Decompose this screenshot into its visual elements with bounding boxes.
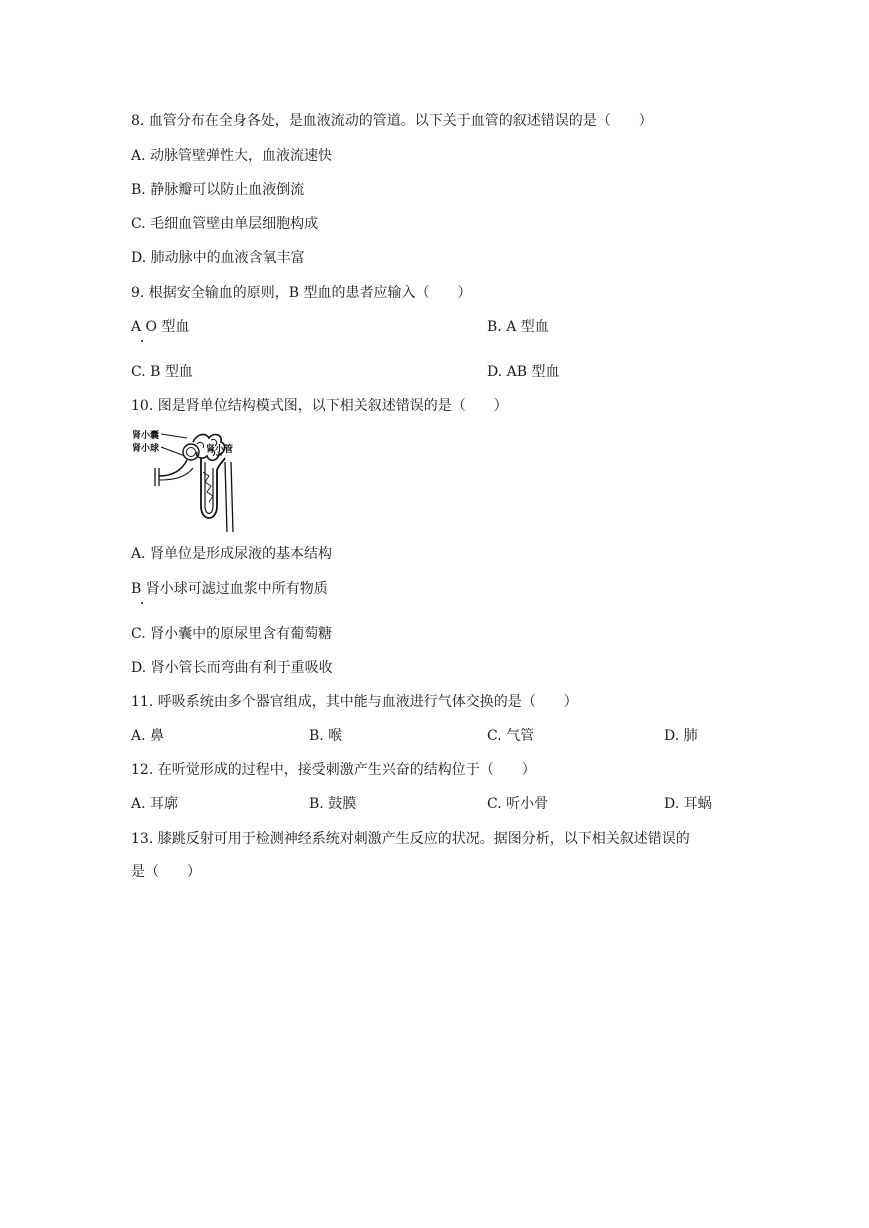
q9-option-c: C. B 型血 — [131, 364, 193, 380]
capsule-leader-line — [161, 434, 187, 438]
q8-stem: 8. 血管分布在全身各处，是血液流动的管道。以下关于血管的叙述错误的是（ ） — [131, 113, 653, 129]
glomerulus-leader-line — [161, 447, 185, 456]
q11-option-a: A. 鼻 — [131, 728, 165, 744]
q12-stem: 12. 在听觉形成的过程中，接受刺激产生兴奋的结构位于（ ） — [131, 762, 536, 778]
q11-option-d: D. 肺 — [664, 728, 698, 744]
q9-option-a: A O 型血 — [131, 319, 190, 335]
fig-label-glomerulus: 肾小球 — [132, 444, 160, 454]
q9-option-b: B. A 型血 — [487, 319, 549, 335]
q9-option-d: D. AB 型血 — [487, 364, 560, 380]
q13-stem-line1: 13. 膝跳反射可用于检测神经系统对刺激产生反应的状况。据图分析，以下相关叙述错误的 — [131, 831, 690, 847]
q8-option-a: A. 动脉管壁弹性大，血液流速快 — [131, 148, 333, 164]
afferent-vessel — [159, 460, 187, 476]
collecting-duct — [225, 462, 233, 532]
q13-stem-line2: 是（ ） — [131, 864, 201, 880]
q11-option-c: C. 气管 — [487, 728, 535, 744]
q12-option-a: A. 耳廓 — [131, 796, 179, 812]
q11-stem: 11. 呼吸系统由多个器官组成，其中能与血液进行气体交换的是（ ） — [131, 694, 578, 710]
efferent-vessel — [159, 468, 193, 480]
q11-option-b: B. 喉 — [309, 728, 343, 744]
q10-option-b: B 肾小球可滤过血浆中所有物质 — [131, 581, 328, 597]
q10-stem: 10. 图是肾单位结构模式图，以下相关叙述错误的是（ ） — [131, 398, 508, 414]
q10-option-b-dot — [141, 602, 143, 604]
arteriole — [155, 468, 159, 486]
q8-option-c: C. 毛细血管壁由单层细胞构成 — [131, 216, 319, 232]
q9-stem: 9. 根据安全输血的原则，B 型血的患者应输入（ ） — [131, 285, 472, 301]
q12-option-b: B. 鼓膜 — [309, 796, 357, 812]
glomerulus-shape — [187, 448, 196, 457]
nephron-diagram — [131, 428, 241, 532]
q12-option-c: C. 听小骨 — [487, 796, 549, 812]
loop-inner — [205, 462, 213, 514]
nephron-diagram-svg — [131, 428, 241, 532]
q8-option-d: D. 肺动脉中的血液含氧丰富 — [131, 250, 305, 266]
q12-option-d: D. 耳蜗 — [664, 796, 712, 812]
fig-label-capsule: 肾小囊 — [132, 431, 160, 441]
q10-option-a: A. 肾单位是形成尿液的基本结构 — [131, 546, 333, 562]
q8-option-b: B. 静脉瓣可以防止血液倒流 — [131, 182, 305, 198]
q9-option-a-dot — [141, 340, 143, 342]
fig-label-tubule: 肾小管 — [205, 445, 233, 455]
q10-option-c: C. 肾小囊中的原尿里含有葡萄糖 — [131, 626, 333, 642]
q10-option-d: D. 肾小管长而弯曲有利于重吸收 — [131, 660, 333, 676]
